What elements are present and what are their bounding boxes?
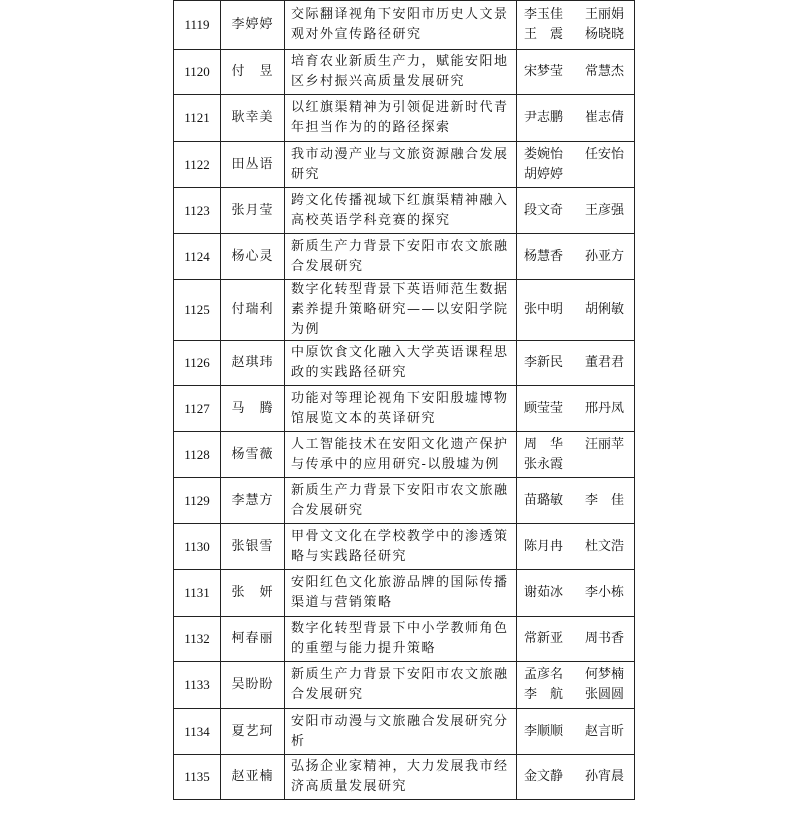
advisors: [517, 50, 635, 95]
advisor-line: [524, 201, 634, 221]
advisor-line: [524, 25, 634, 45]
advisor-name: 孙宵晨: [584, 769, 624, 784]
advisor-name: 张圆圆: [584, 687, 624, 702]
advisor-line: [524, 165, 634, 185]
student-name: 吴盼盼: [221, 662, 285, 709]
advisor-name: 李新民: [524, 355, 564, 370]
project-title: 功能对等理论视角下安阳殷墟博物馆展览文本的英译研究: [285, 386, 517, 432]
advisor-line: [524, 455, 634, 475]
advisors: [517, 524, 635, 570]
advisor-name: 胡俐敏: [584, 302, 624, 317]
advisors: [517, 341, 635, 386]
project-title: 弘扬企业家精神，大力发展我市经济高质量发展研究: [285, 755, 517, 800]
project-title: 安阳红色文化旅游品牌的国际传播渠道与营销策略: [285, 570, 517, 617]
project-number: 1133: [174, 662, 221, 709]
advisor-line: [524, 435, 634, 455]
advisors: [517, 617, 635, 662]
advisor-line: [524, 767, 634, 787]
advisors: [517, 386, 635, 432]
project-table-body: [174, 1, 635, 800]
advisor-name: 顾莹莹: [524, 400, 564, 416]
table-row: [174, 280, 635, 341]
table-row: [174, 617, 635, 662]
project-title: 交际翻译视角下安阳市历史人文景观对外宣传路径研究: [285, 1, 517, 50]
table-row: [174, 524, 635, 570]
advisors: [517, 570, 635, 617]
advisors: [517, 142, 635, 188]
table-row: [174, 95, 635, 142]
table-row: [174, 386, 635, 432]
project-title: 新质生产力背景下安阳市农文旅融合发展研究: [285, 478, 517, 524]
advisor-line: [524, 665, 634, 685]
project-number: 1125: [174, 280, 221, 341]
table-row: [174, 50, 635, 95]
project-table: [173, 0, 635, 800]
student-name: 赵琪玮: [221, 341, 285, 386]
advisor-name: 杨慧香: [524, 248, 564, 264]
advisor-name: 娄婉怡: [524, 146, 564, 162]
project-title: 新质生产力背景下安阳市农文旅融合发展研究: [285, 234, 517, 280]
advisors: [517, 234, 635, 280]
student-name: 杨心灵: [221, 234, 285, 280]
student-name: 李婷婷: [221, 1, 285, 50]
advisor-name: 尹志鹏: [524, 110, 564, 125]
table-row: [174, 341, 635, 386]
project-number: 1131: [174, 570, 221, 617]
project-title: 安阳市动漫与文旅融合发展研究分析: [285, 709, 517, 755]
project-number: 1129: [174, 478, 221, 524]
advisor-name: 孟彦名: [524, 667, 564, 682]
advisors: [517, 755, 635, 800]
table-row: [174, 142, 635, 188]
advisor-name: 李顺顺: [524, 723, 564, 739]
table-row: [174, 234, 635, 280]
project-number: 1120: [174, 50, 221, 95]
student-name: 张 妍: [221, 570, 285, 617]
advisor-line: [524, 491, 634, 511]
advisor-name: 胡婷婷: [524, 166, 564, 182]
advisor-name: 杜文浩: [584, 538, 624, 554]
table-row: [174, 709, 635, 755]
advisors: [517, 709, 635, 755]
advisor-line: [524, 722, 634, 742]
student-name: 田丛语: [221, 142, 285, 188]
project-number: 1132: [174, 617, 221, 662]
advisor-name: 周 华: [524, 436, 564, 452]
advisor-name: 李玉佳: [524, 7, 564, 22]
advisor-line: [524, 685, 634, 705]
advisor-name: 孙亚方: [584, 248, 624, 264]
advisor-name: 王 震: [524, 27, 564, 42]
advisor-line: [524, 108, 634, 128]
advisor-line: [524, 583, 634, 603]
project-number: 1123: [174, 188, 221, 234]
student-name: 李慧方: [221, 478, 285, 524]
student-name: 夏艺珂: [221, 709, 285, 755]
advisors: [517, 662, 635, 709]
advisor-line: [524, 537, 634, 557]
project-title: 数字化转型背景下中小学教师角色的重塑与能力提升策略: [285, 617, 517, 662]
project-title: 新质生产力背景下安阳市农文旅融合发展研究: [285, 662, 517, 709]
advisors: [517, 280, 635, 341]
project-title: 中原饮食文化融入大学英语课程思政的实践路径研究: [285, 341, 517, 386]
advisor-name: 李 佳: [584, 492, 624, 508]
project-number: 1124: [174, 234, 221, 280]
project-number: 1135: [174, 755, 221, 800]
advisor-name: 周书香: [584, 631, 624, 646]
student-name: 付 昱: [221, 50, 285, 95]
advisor-name: 段文奇: [524, 202, 564, 218]
advisor-name: 苗璐敏: [524, 492, 564, 508]
student-name: 付瑞利: [221, 280, 285, 341]
project-title: 人工智能技术在安阳文化遗产保护与传承中的应用研究-以殷墟为例: [285, 432, 517, 478]
project-number: 1122: [174, 142, 221, 188]
project-number: 1128: [174, 432, 221, 478]
advisor-line: [524, 5, 634, 25]
student-name: 张银雪: [221, 524, 285, 570]
project-title: 培育农业新质生产力，赋能安阳地区乡村振兴高质量发展研究: [285, 50, 517, 95]
table-row: [174, 432, 635, 478]
table-row: [174, 188, 635, 234]
student-name: 杨雪薇: [221, 432, 285, 478]
table-row: [174, 662, 635, 709]
project-number: 1121: [174, 95, 221, 142]
project-number: 1134: [174, 709, 221, 755]
advisor-name: 邢丹凤: [584, 400, 624, 416]
project-title: 我市动漫产业与文旅资源融合发展研究: [285, 142, 517, 188]
advisor-name: 常新亚: [524, 631, 564, 646]
advisor-name: 任安怡: [584, 146, 624, 162]
advisor-line: [524, 629, 634, 649]
project-number: 1126: [174, 341, 221, 386]
table-row: [174, 755, 635, 800]
advisor-name: 金文静: [524, 769, 564, 784]
advisor-name: 王彦强: [584, 202, 624, 218]
table-row: [174, 478, 635, 524]
advisors: [517, 1, 635, 50]
advisor-name: 王丽娟: [584, 7, 624, 22]
project-title: 以红旗渠精神为引领促进新时代青年担当作为的的路径探索: [285, 95, 517, 142]
advisors: [517, 188, 635, 234]
advisor-name: 何梦楠: [584, 667, 624, 682]
advisor-name: 宋梦莹: [524, 64, 564, 79]
advisors: [517, 478, 635, 524]
student-name: 赵亚楠: [221, 755, 285, 800]
advisor-line: [524, 399, 634, 419]
advisor-name: 赵言昕: [584, 723, 624, 739]
student-name: 马 腾: [221, 386, 285, 432]
project-number: 1119: [174, 1, 221, 50]
advisors: [517, 432, 635, 478]
advisor-line: [524, 353, 634, 373]
project-number: 1130: [174, 524, 221, 570]
student-name: 张月莹: [221, 188, 285, 234]
student-name: 柯春丽: [221, 617, 285, 662]
advisor-name: 张永霞: [524, 456, 564, 472]
advisor-name: 李 航: [524, 687, 564, 702]
advisor-name: 陈月冉: [524, 538, 564, 554]
table-row: [174, 1, 635, 50]
table-row: [174, 570, 635, 617]
project-title: 跨文化传播视域下红旗渠精神融入高校英语学科竞赛的探究: [285, 188, 517, 234]
advisor-line: [524, 145, 634, 165]
advisor-line: [524, 62, 634, 82]
student-name: 耿幸美: [221, 95, 285, 142]
advisor-name: 杨晓晓: [584, 27, 624, 42]
advisor-name: 李小栋: [584, 585, 624, 600]
project-title: 甲骨文文化在学校教学中的渗透策略与实践路径研究: [285, 524, 517, 570]
advisor-name: 汪丽苹: [584, 436, 624, 452]
advisors: [517, 95, 635, 142]
project-number: 1127: [174, 386, 221, 432]
advisor-line: [524, 247, 634, 267]
advisor-line: [524, 300, 634, 320]
advisor-name: 董君君: [584, 355, 624, 370]
advisor-name: 崔志倩: [584, 110, 624, 125]
advisor-name: 谢茹冰: [524, 585, 564, 600]
advisor-name: 张中明: [524, 302, 564, 317]
advisor-name: 常慧杰: [584, 64, 624, 79]
project-title: 数字化转型背景下英语师范生数据素养提升策略研究——以安阳学院为例: [285, 280, 517, 341]
